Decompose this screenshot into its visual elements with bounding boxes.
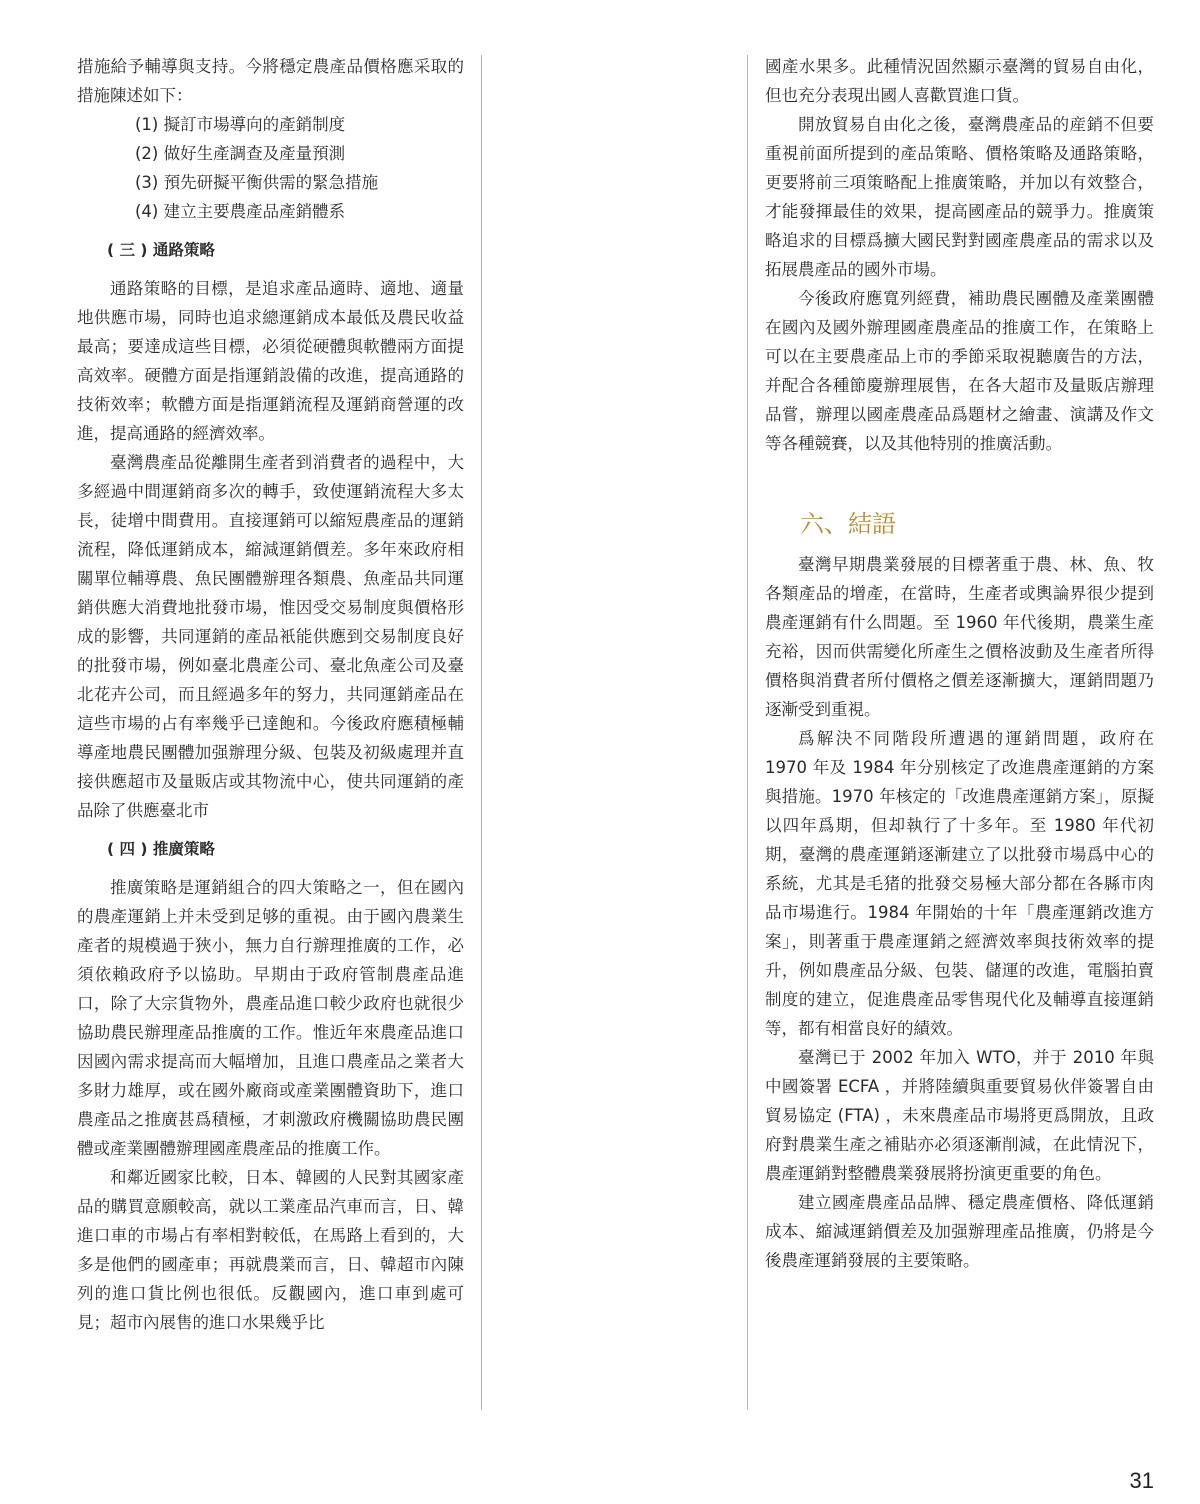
list-item: (4) 建立主要農產品產銷體系: [135, 202, 346, 221]
paragraph: 開放貿易自由化之後，臺灣農產品的産銷不但要重視前面所提到的產品策略、價格策略及通路策略，更要將前三項策略配上推廣策略，并加以有效整合，才能發揮最佳的效果，提高國產品的競爭力。推廣策略追求的目標爲擴大國民對對國產農產品的需求以及拓展農產品的國外市場。: [765, 115, 1154, 279]
paragraph: 和鄰近國家比較，日本、韓國的人民對其國家產品的購買意願較高，就以工業產品汽車而言，日、韓進口車的市場占有率相對較低，在馬路上看到的，大多是他們的國產車；再就農業而言，日、韓超市內陳列的進口貨比例也很低。反觀國內，進口車到處可見；超市內展售的進口水果幾乎比: [77, 1168, 464, 1332]
section-title-conclusion: 六、結語: [800, 510, 896, 538]
list-item: (1) 擬訂市場導向的產銷制度: [135, 115, 346, 134]
paragraph: 臺灣農產品從離開生產者到消費者的過程中，大多經過中間運銷商多次的轉手，致使運銷流程大多太長，徒增中間費用。直接運銷可以縮短農產品的運銷流程，降低運銷成本，縮減運銷價差。多年來政府相關單位輔導農、魚民團體辦理各類農、魚產品共同運銷供應大消費地批發市場，惟因受交易制度與價格形成的影響，共同運銷的產品衹能供應到交易制度良好的批發市場，例如臺北農產公司、臺北魚產公司及臺北花卉公司，而且經過多年的努力，共同運銷產品在這些市場的占有率幾乎已達飽和。今後政府應積極輔導產地農民團體加强辦理分級、包裝及初級處理并直接供應超市及量販店或其物流中心，使共同運銷的產品除了供應臺北市: [77, 453, 464, 820]
intro-paragraph: 措施給予輔導與支持。今將穩定農產品價格應采取的措施陳述如下：: [77, 57, 464, 105]
heading-promotion-strategy: ( 四 ) 推廣策略: [107, 840, 215, 858]
list-item: (2) 做好生產調查及產量預測: [135, 144, 346, 163]
right-column: [765, 52, 1154, 1275]
right-column-divider: [747, 55, 748, 1410]
continuation-paragraph: 國產水果多。此種情況固然顯示臺灣的貿易自由化，但也充分表現出國人喜歡買進口貨。: [765, 57, 1154, 105]
left-column-divider: [481, 55, 482, 1410]
left-column: [77, 52, 464, 1337]
paragraph: 通路策略的目標，是追求產品適時、適地、適量地供應市場，同時也追求總運銷成本最低及農民收益最高；要達成這些目標，必須從硬體與軟體兩方面提高效率。硬體方面是指運銷設備的改進，提高通路的技術效率；軟體方面是指運銷流程及運銷商營運的改進，提高通路的經濟效率。: [77, 279, 464, 443]
paragraph: 臺灣早期農業發展的目標著重于農、林、魚、牧各類產品的增產，在當時，生產者或輿論界很少提到農產運銷有什么問題。至 1960 年代後期，農業生產充裕，因而供需變化所產生之價格波動及生產者所得價格與消費者所付價格之價差逐漸擴大，運銷問題乃逐漸受到重視。: [765, 555, 1154, 719]
measures-list: [77, 110, 464, 226]
paragraph: 臺灣已于 2002 年加入 WTO，并于 2010 年與中國簽署 ECFA ，并將陸續與重要貿易伙伴簽署自由貿易協定 (FTA) ，未來農產品市場將更爲開放，且政府對農業生產之補貼亦必須逐漸削減，在此情況下，農產運銷對整體農業發展將扮演更重要的角色。: [765, 1048, 1154, 1183]
list-item: (3) 預先研擬平衡供需的緊急措施: [135, 173, 379, 192]
paragraph: 建立國產農產品品牌、穩定農產價格、降低運銷成本、縮減運銷價差及加强辦理產品推廣，仍將是今後農產運銷發展的主要策略。: [765, 1193, 1154, 1270]
paragraph: 爲解決不同階段所遭遇的運銷問題，政府在 1970 年及 1984 年分别核定了改進農產運銷的方案與措施。1970 年核定的「改進農產運銷方案」，原擬以四年爲期，但却執行了十多年。至 1980 年代初期，臺灣的農產運銷逐漸建立了以批發市場爲中心的系統，尤其是毛猪的批發交易極大部分都在各縣市肉品市場進行。1984 年開始的十年「農產運銷改進方案」，則著重于農產運銷之經濟效率與技術效率的提升，例如農產品分級、包裝、儲運的改進，電腦拍賣制度的建立，促進農產品零售現代化及輔導直接運銷等，都有相當良好的績效。: [765, 729, 1154, 1038]
paragraph: 推廣策略是運銷組合的四大策略之一，但在國內的農產運銷上并未受到足够的重視。由于國內農業生產者的規模過于狹小，無力自行辦理推廣的工作，必須依賴政府予以協助。早期由于政府管制農產品進口，除了大宗貨物外，農產品進口較少政府也就很少協助農民辦理產品推廣的工作。惟近年來農產品進口因國內需求提高而大幅增加，且進口農產品之業者大多財力雄厚，或在國外廠商或產業團體資助下，進口農產品之推廣甚爲積極，才刺激政府機關協助農民團體或產業團體辦理國產農產品的推廣工作。: [77, 878, 464, 1158]
paragraph: 今後政府應寬列經費，補助農民團體及產業團體在國內及國外辦理國產農產品的推廣工作，在策略上可以在主要農產品上市的季節采取視聽廣告的方法，并配合各種節慶辦理展售，在各大超市及量販店辦理品嘗，辦理以國產農產品爲題材之繪畫、演講及作文等各種競賽，以及其他特別的推廣活動。: [765, 289, 1154, 453]
heading-channel-strategy: ( 三 ) 通路策略: [107, 241, 215, 259]
page-number: 31: [1129, 1468, 1154, 1493]
